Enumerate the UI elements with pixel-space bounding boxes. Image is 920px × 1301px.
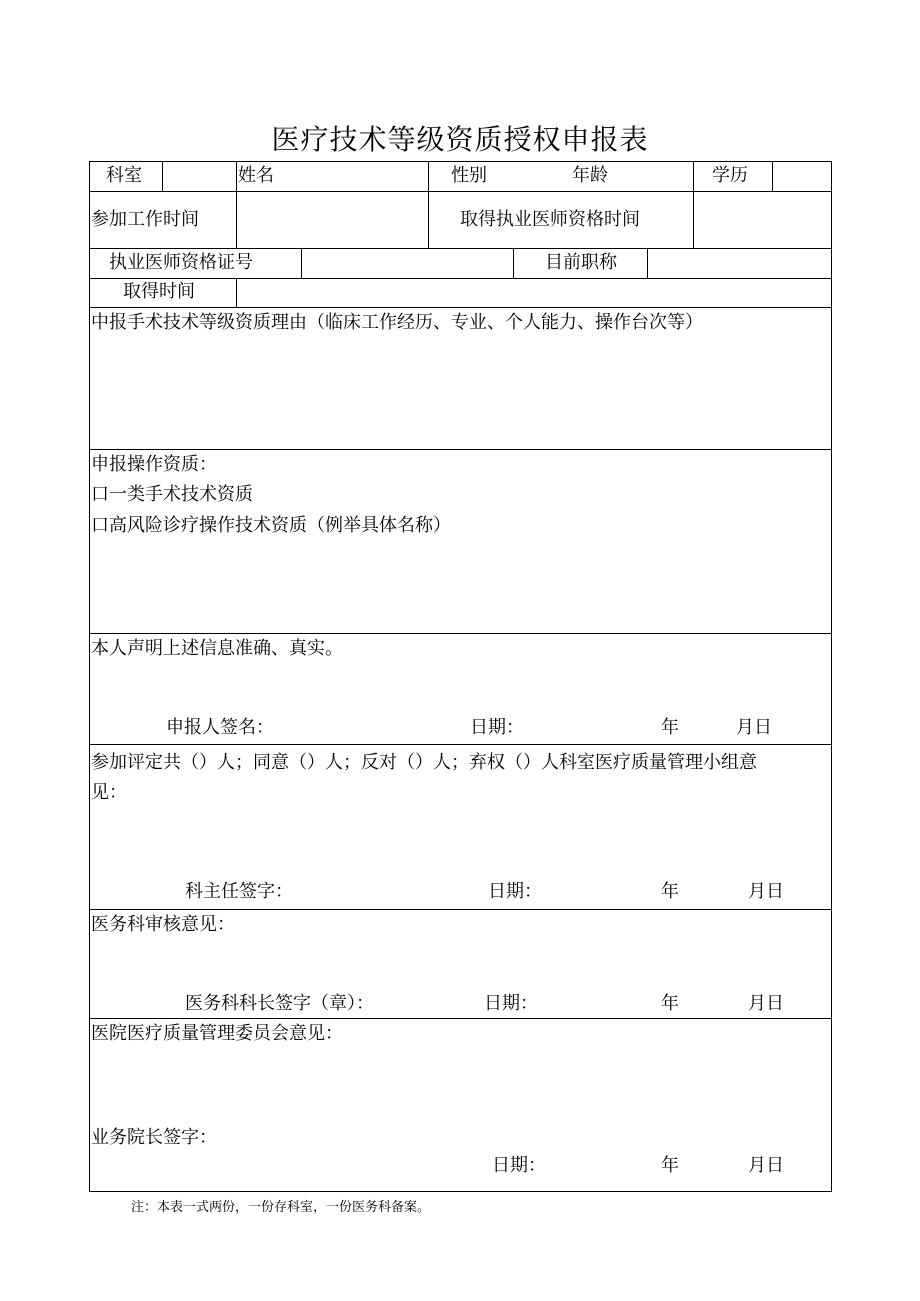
declaration-text: 本人声明上述信息准确、真实。 — [91, 638, 343, 659]
cell-divider — [647, 248, 648, 278]
row-divider — [89, 307, 832, 308]
declaration-date-label: 日期： — [470, 717, 524, 738]
committee-month-day: 月日 — [748, 1155, 784, 1176]
cell-divider — [513, 248, 514, 278]
cert-no-label: 执业医师资格证号 — [109, 252, 253, 273]
dept-head-signature-label: 科主任签字： — [185, 881, 293, 902]
reason-label: 中报手术技术等级资质理由（临床工作经历、专业、个人能力、操作台次等） — [91, 312, 703, 333]
row-divider — [89, 633, 832, 634]
cell-divider — [236, 278, 237, 307]
medical-affairs-month-day: 月日 — [748, 993, 784, 1014]
gender-label: 性别 — [451, 165, 487, 186]
age-label: 年龄 — [572, 165, 608, 186]
dept-label: 科室 — [106, 165, 142, 186]
qualification-label: 申报操作资质： — [91, 454, 217, 475]
applicant-signature-label: 申报人签名： — [166, 717, 274, 738]
table-border-top — [89, 161, 832, 162]
declaration-year: 年 — [661, 717, 679, 738]
row-divider — [89, 278, 832, 279]
cell-divider — [428, 191, 429, 248]
row-divider — [89, 1018, 832, 1019]
cell-divider — [236, 161, 237, 191]
committee-year: 年 — [661, 1155, 679, 1176]
footnote: 注：本表一式两份，一份存科室，一份医务科备案。 — [131, 1200, 431, 1215]
dept-review-month-day: 月日 — [748, 881, 784, 902]
cell-divider — [693, 191, 694, 248]
table-border-right — [831, 161, 832, 1192]
current-title-label: 目前职称 — [545, 252, 617, 273]
obtain-time-label: 取得时间 — [123, 281, 195, 302]
row-divider — [89, 909, 832, 910]
vice-president-signature-label: 业务院长签字： — [91, 1127, 217, 1148]
dept-review-line-1: 参加评定共（）人；同意（）人；反对（）人；弃权（）人科室医疗质量管理小组意 — [91, 752, 757, 773]
row-divider — [89, 449, 832, 450]
dept-review-year: 年 — [661, 881, 679, 902]
education-label: 学历 — [712, 165, 748, 186]
committee-date-label: 日期： — [492, 1155, 546, 1176]
dept-review-date-label: 日期： — [488, 881, 542, 902]
medical-affairs-year: 年 — [661, 993, 679, 1014]
qualification-option-2: 口高风险诊疗操作技术资质（例举具体名称） — [91, 515, 451, 536]
row-divider — [89, 248, 832, 249]
row-divider — [89, 191, 832, 192]
cell-divider — [301, 248, 302, 278]
cell-divider — [772, 161, 773, 191]
license-time-label: 取得执业医师资格时间 — [460, 209, 640, 230]
declaration-month-day: 月日 — [736, 717, 772, 738]
dept-review-line-2: 见： — [91, 782, 127, 803]
cell-divider — [162, 161, 163, 191]
qualification-option-1: 口一类手术技术资质 — [91, 484, 253, 505]
row-divider — [89, 744, 832, 745]
work-start-label: 参加工作时间 — [91, 209, 199, 230]
name-label: 姓名 — [238, 165, 274, 186]
table-border-left — [89, 161, 90, 1192]
committee-label: 医院医疗质量管理委员会意见： — [91, 1023, 343, 1044]
medical-affairs-label: 医务科审核意见： — [91, 914, 235, 935]
medical-affairs-signature-label: 医务科科长签字（章）： — [185, 993, 374, 1014]
cell-divider — [236, 191, 237, 248]
medical-affairs-date-label: 日期： — [484, 993, 538, 1014]
table-border-bottom — [89, 1191, 832, 1192]
cell-divider — [693, 161, 694, 191]
cell-divider — [428, 161, 429, 191]
page-title: 医疗技术等级资质授权申报表 — [271, 123, 649, 156]
